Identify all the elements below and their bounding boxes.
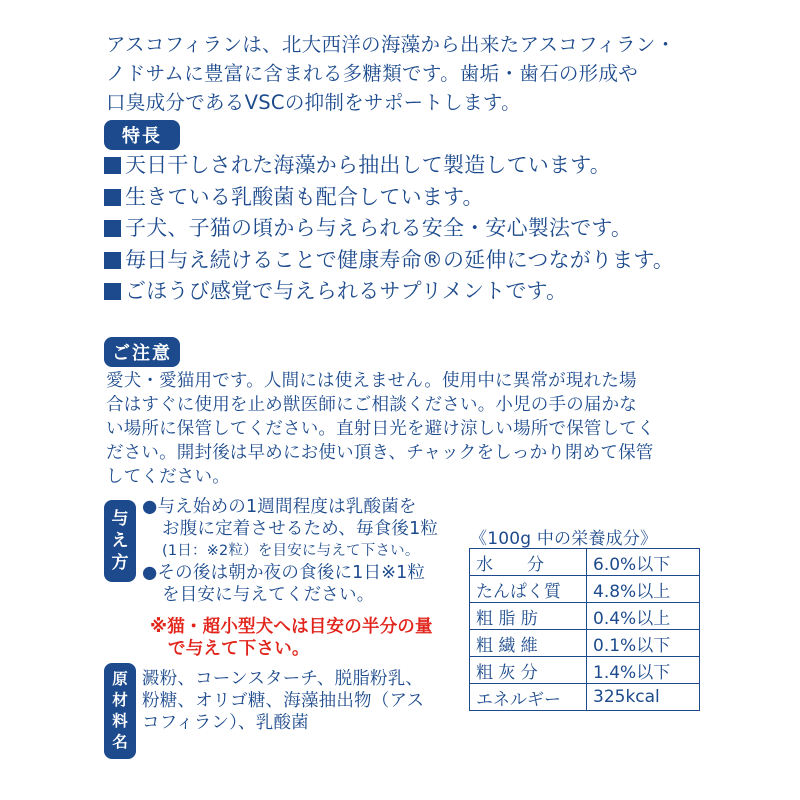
- table-row: [470, 630, 700, 657]
- nutrient-label: 水 分: [470, 549, 587, 576]
- nutrient-value: 4.8%以上: [587, 576, 700, 603]
- feature-text: 毎日与え続けることで健康寿命®の延伸につながります。: [125, 247, 675, 272]
- nutrient-value: 325kcal: [587, 684, 700, 711]
- features-list: [104, 150, 724, 308]
- intro-paragraph: [106, 30, 706, 117]
- dosage-heading-char: え: [111, 531, 129, 551]
- dosage-line: お腹に定着させるため、毎食後1粒: [162, 519, 439, 539]
- table-row: [470, 603, 700, 630]
- dosage-instructions: [142, 496, 482, 606]
- feature-item: [104, 276, 724, 308]
- dosage-line: (1日：※2粒）を目安に与えて下さい。: [162, 543, 420, 559]
- intro-line: アスコフィランは、北大西洋の海藻から出来たアスコフィラン・: [106, 33, 676, 56]
- intro-line: ノドサムに豊富に含まれる多糖類です。歯垢・歯石の形成や: [106, 62, 639, 85]
- nutrient-label: 粗 脂 肪: [470, 603, 587, 630]
- feature-item: [104, 182, 724, 214]
- feature-text: 生きている乳酸菌も配合しています。: [125, 184, 484, 209]
- caution-line: 合はすぐに使用を止め獣医師にご相談ください。小児の手の届かな: [106, 395, 637, 415]
- square-bullet-icon: [104, 189, 121, 206]
- nutrient-value: 0.1%以下: [587, 630, 700, 657]
- square-bullet-icon: [104, 157, 121, 174]
- caution-line: してください。: [106, 467, 230, 487]
- caution-line: ださい。開封後は早めにお使い頂き、チャックをしっかり閉めて保管: [106, 443, 654, 463]
- ingredients-line: 粉糖、オリゴ糖、海藻抽出物（アス: [142, 691, 425, 711]
- nutrient-value: 1.4%以下: [587, 657, 700, 684]
- table-row: [470, 684, 700, 711]
- table-row: [470, 657, 700, 684]
- feature-text: ごほうび感覚で与えられるサプリメントです。: [125, 279, 568, 303]
- feature-item: [104, 213, 724, 245]
- dosage-warning: [150, 616, 480, 660]
- ingredients-heading-char: 材: [112, 691, 128, 709]
- intro-line: 口臭成分であるVSCの抑制をサポートします。: [106, 91, 521, 114]
- nutrient-label: 粗 繊 維: [470, 630, 587, 657]
- ingredients-line: 澱粉、コーンスターチ、脱脂粉乳、: [142, 669, 424, 689]
- nutrient-label: 粗 灰 分: [470, 657, 587, 684]
- ingredients-list: [142, 668, 462, 734]
- ingredients-line: コフィラン）、乳酸菌: [142, 713, 309, 733]
- table-row: [470, 549, 700, 576]
- dosage-heading: [104, 500, 136, 582]
- dosage-line: ●その後は朝か夜の食後に1日※1粒: [142, 563, 426, 583]
- table-row: [470, 576, 700, 603]
- caution-line: い場所に保管してください。直射日光を避け涼しい場所で保管してく: [106, 419, 655, 439]
- ingredients-heading-char: 原: [112, 670, 128, 688]
- nutrient-label: たんぱく質: [470, 576, 587, 603]
- dosage-line: ●与え始めの1週間程度は乳酸菌を: [142, 497, 417, 517]
- caution-paragraph: [106, 369, 716, 489]
- dosage-heading-char: 方: [111, 553, 129, 573]
- ingredients-heading-char: 名: [112, 733, 128, 751]
- square-bullet-icon: [104, 220, 121, 237]
- feature-item: [104, 150, 724, 182]
- nutrition-title: 《100g 中の栄養成分》: [470, 529, 658, 549]
- warning-line: ※猫・超小型犬へは目安の半分の量: [150, 617, 433, 637]
- square-bullet-icon: [104, 283, 121, 300]
- dosage-heading-char: 与: [111, 509, 129, 529]
- warning-line: で与えて下さい。: [168, 639, 310, 659]
- feature-item: [104, 245, 724, 277]
- caution-line: 愛犬・愛猫用です。人間には使えません。使用中に異常が現れた場: [106, 371, 637, 391]
- square-bullet-icon: [104, 252, 121, 269]
- ingredients-heading: [104, 663, 136, 759]
- feature-text: 天日干しされた海藻から抽出して製造しています。: [125, 153, 611, 177]
- dosage-line: を目安に与えてください。: [162, 585, 375, 605]
- nutrient-value: 6.0%以下: [587, 549, 700, 576]
- features-heading: 特長: [104, 120, 180, 150]
- ingredients-heading-char: 料: [112, 712, 128, 730]
- nutrient-label: エネルギー: [470, 684, 587, 711]
- nutrient-value: 0.4%以上: [587, 603, 700, 630]
- feature-text: 子犬、子猫の頃から与えられる安全・安心製法です。: [125, 216, 633, 240]
- nutrition-table: [469, 548, 700, 711]
- caution-heading: ご注意: [104, 337, 180, 367]
